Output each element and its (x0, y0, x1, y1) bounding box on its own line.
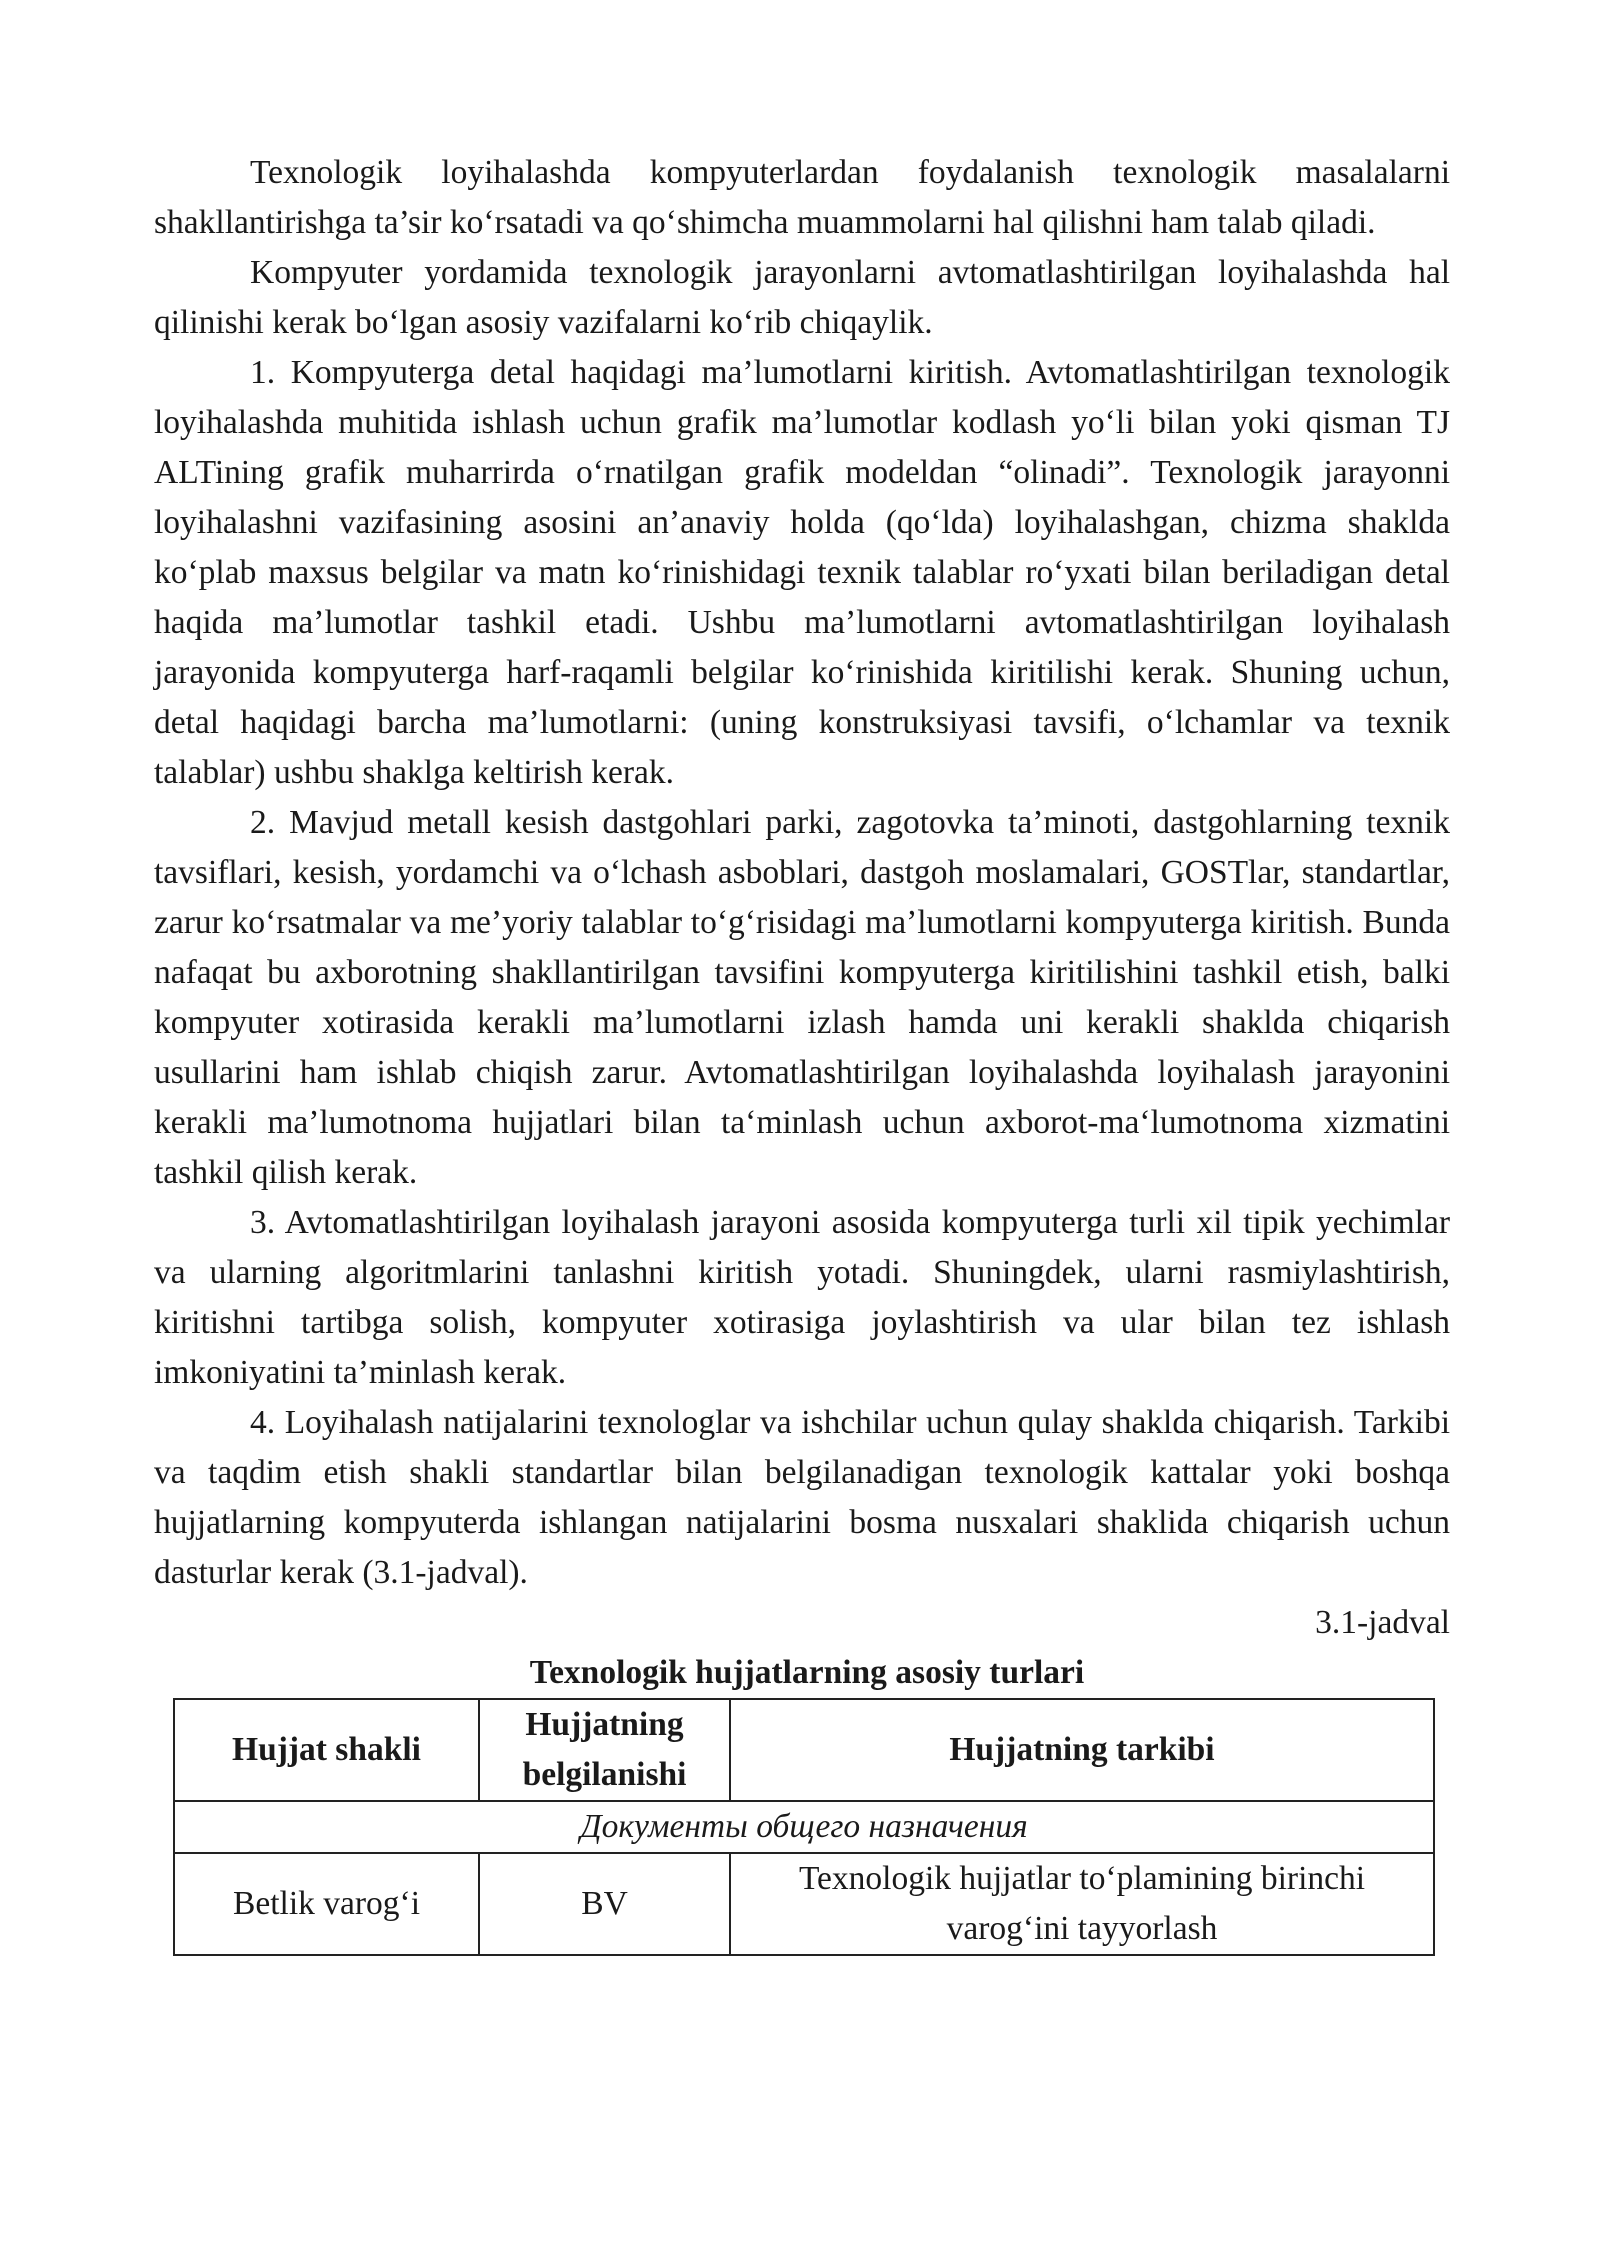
paragraph-item-2: 2. Mavjud metall kesish dastgohlari parki, zagotovka ta’minoti, dastgohlarning texnik tavsiflari, kesish, yordamchi va o‘lchash asboblari, dastgoh moslamalari, GOSTlar, standartlar, zarur ko‘rsatmalar va me’yoriy talablar to‘g‘risidagi ma’lumotlarni kompyuterga kiritish. Bunda nafaqat bu axborotning shakllantirilgan tavsifini kompyuterga kiritilishini tashkil etish, balki kompyuter xotirasida kerakli ma’lumotlarni izlash hamda uni kerakli shaklda chiqarish usullarini ham ishlab chiqish zarur. Avtomatlashtirilgan loyihalashda loyihalash jarayonini kerakli ma’lumotnoma hujjatlari bilan ta‘minlash uchun axborot-ma‘lumotnoma xizmatini tashkil qilish kerak. (154, 804, 1450, 1191)
document-types-table (173, 1698, 1435, 1956)
table-section-row (174, 1801, 1434, 1853)
table-cell: BV (479, 1853, 730, 1955)
document-page (154, 148, 1450, 1956)
column-header: Hujjatning tarkibi (730, 1699, 1434, 1801)
table-row (174, 1853, 1434, 1955)
column-header: Hujjat shakli (174, 1699, 479, 1801)
paragraph-item-4: 4. Loyihalash natijalarini texnologlar va ishchilar uchun qulay shaklda chiqarish. Tarkibi va taqdim etish shakli standartlar bilan belgilanadigan texnologik kattalar yoki boshqa hujjatlarning kompyuterda ishlangan natijalarini bosma nusxalari shaklida chiqarish uchun dasturlar kerak (3.1-jadval). (154, 1404, 1450, 1591)
paragraph: Kompyuter yordamida texnologik jarayonlarni avtomatlashtirilgan loyihalashda hal qilinishi kerak bo‘lgan asosiy vazifalarni ko‘rib chiqaylik. (154, 254, 1450, 341)
table-cell: Betlik varog‘i (174, 1853, 479, 1955)
paragraph-item-1: 1. Kompyuterga detal haqidagi ma’lumotlarni kiritish. Avtomatlashtirilgan texnologik loyihalashda muhitida ishlash uchun grafik ma’lumotlar kodlash yo‘li bilan yoki qisman TJ ALTining grafik muharrirda o‘rnatilgan grafik modeldan “olinadi”. Texnologik jarayonni loyihalashni vazifasining asosini an’anaviy holda (qo‘lda) loyihalashgan, chizma shaklda ko‘plab maxsus belgilar va matn ko‘rinishidagi texnik talablar ro‘yxati bilan beriladigan detal haqida ma’lumotlar tashkil etadi. Ushbu ma’lumotlarni avtomatlashtirilgan loyihalash jarayonida kompyuterga harf-raqamli belgilar ko‘rinishida kiritilishi kerak. Shuning uchun, detal haqidagi barcha ma’lumotlarni: (uning konstruksiyasi tavsifi, o‘lchamlar va texnik talablar) ushbu shaklga keltirish kerak. (154, 354, 1450, 791)
table-number: 3.1-jadval (1315, 1604, 1450, 1641)
paragraph-item-3: 3. Avtomatlashtirilgan loyihalash jarayoni asosida kompyuterga turli xil tipik yechimlar va ularning algoritmlarini tanlashni kiritish yotadi. Shuningdek, ularni rasmiylashtirish, kiritishni tartibga solish, kompyuter xotirasiga joylashtirish va ular bilan tez ishlash imkoniyatini ta’minlash kerak. (154, 1204, 1450, 1391)
paragraph: Texnologik loyihalashda kompyuterlardan foydalanish texnologik masalalarni shakllantirishga ta’sir ko‘rsatadi va qo‘shimcha muammolarni hal qilishni ham talab qiladi. (154, 154, 1450, 241)
table-caption: Texnologik hujjatlarning asosiy turlari (529, 1654, 1085, 1691)
table-cell: Texnologik hujjatlar to‘plamining birinchi varog‘ini tayyorlash (730, 1853, 1434, 1955)
table-section-title: Документы общего назначения (174, 1801, 1434, 1853)
table-header-row (174, 1699, 1434, 1801)
column-header: Hujjatning belgilanishi (479, 1699, 730, 1801)
